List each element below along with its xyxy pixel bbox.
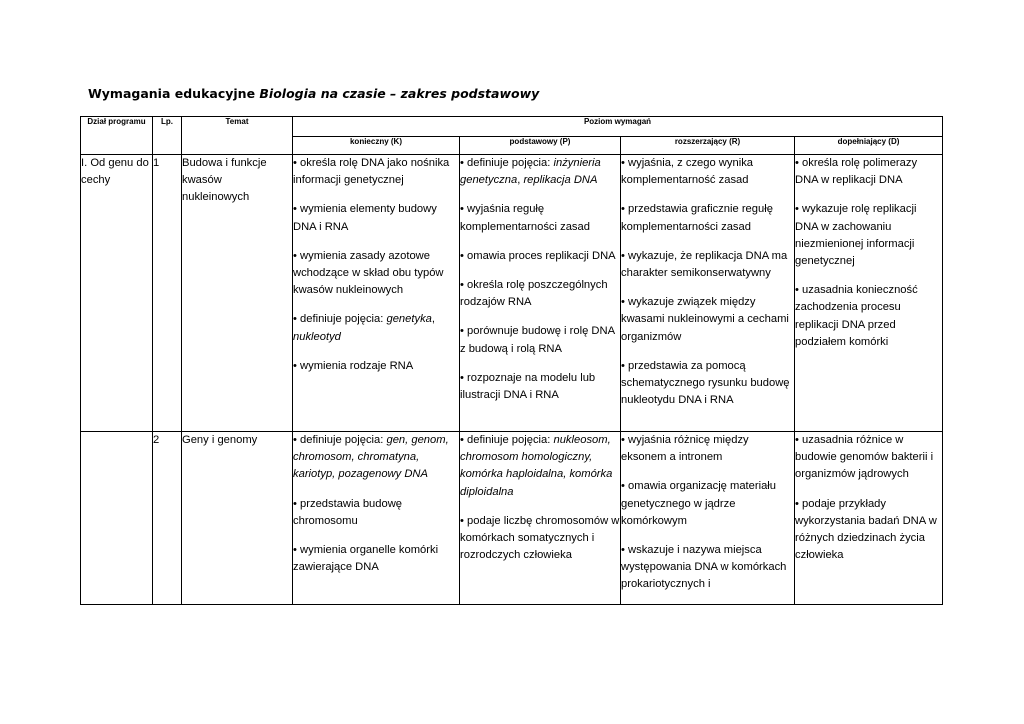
requirement-text: • określa rolę polimerazy DNA w replikacji DNA [795,157,918,187]
requirement-item [293,496,459,530]
header-lp: Lp. [153,117,182,155]
requirement-item [795,155,942,189]
cell-temat: Budowa i funkcje kwasów nukleinowych [182,155,293,432]
requirement-text: nukleosom, chromosom homologiczny, komórka haploidalna, komórka diploidalna [460,434,613,498]
requirement-text: • porównuje budowę i rolę DNA z budową i rolą RNA [460,325,615,355]
header-level-p: podstawowy (P) [460,137,621,155]
cell-podstawowy [460,155,621,432]
requirement-item [795,282,942,351]
requirement-text: replikacja DNA [523,174,598,187]
requirement-text: • przedstawia budowę chromosomu [293,497,403,527]
requirement-text: • rozpoznaje na modelu lub ilustracji DNA i RNA [460,371,596,402]
requirement-item [621,248,794,282]
cell-konieczny [293,432,460,605]
header-temat: Temat [182,117,293,155]
cell-rozszerzajacy [621,432,795,605]
requirement-text: • wykazuje, że replikacja DNA ma charakter semikonserwatywny [621,249,788,280]
requirement-text: • wykazuje związek między kwasami nukleinowymi a cechami organizmów [621,296,789,343]
requirement-text: • przedstawia graficznie regułę komplementarności zasad [621,203,773,233]
requirement-item [621,155,794,189]
requirement-text: • wymienia organelle komórki zawierające DNA [293,544,439,574]
requirement-text: , [431,313,435,326]
cell-dopelniajacy [795,155,943,432]
requirement-item [293,542,459,576]
requirement-item [621,478,794,530]
requirement-item [621,294,794,346]
requirement-text: , [517,174,524,187]
requirement-text: • wykazuje rolę replikacji DNA w zachowaniu niezmienionej informacji genetycznej [795,203,917,268]
cell-rozszerzajacy [621,155,795,432]
requirement-item [293,311,459,345]
requirement-text: nukleotyd [293,330,341,343]
cell-dzial: I. Od genu do cechy [81,155,153,432]
cell-podstawowy [460,432,621,605]
requirement-text: • określa rolę poszczególnych rodzajów RNA [460,279,608,309]
header-row-1 [81,117,943,137]
requirement-item [293,155,459,189]
title-italic: Biologia na czasie – zakres podstawowy [259,86,540,101]
requirement-text: • wyjaśnia, z czego wynika komplementarność zasad [621,157,754,187]
requirement-item [460,201,620,235]
requirement-text: • definiuje pojęcia: [293,434,387,446]
cell-dopelniajacy [795,432,943,605]
requirement-text: • wymienia rodzaje RNA [293,359,414,372]
requirement-text: • definiuje pojęcia: [460,434,554,446]
requirement-item [460,323,620,357]
requirement-text: genetyka [386,313,432,326]
requirement-text: • przedstawia za pomocą schematycznego rysunku budowę nukleotydu DNA i RNA [621,359,790,407]
requirement-item [460,155,620,189]
requirement-item [621,201,794,235]
requirement-item [460,432,620,501]
requirement-item [460,277,620,311]
requirement-text: • podaje przykłady wykorzystania badań DNA w różnych dziedzinach życia człowieka [795,497,937,562]
requirement-text: gen, genom, chromosom, chromatyna, kariotyp, pozagenowy DNA [293,434,449,481]
requirement-text: • omawia organizację materiału genetycznego w jądrze komórkowym [621,480,777,527]
requirement-item [621,358,794,410]
cell-lp: 1 [153,155,182,432]
header-poziom: Poziom wymagań [293,117,943,137]
requirement-item [293,432,459,484]
requirement-text: • uzasadnia konieczność zachodzenia procesu replikacji DNA przed podziałem komórki [795,284,918,348]
requirement-text: • wyjaśnia regułę komplementarności zasad [460,203,590,233]
requirement-item [621,432,794,466]
requirement-item [460,513,620,565]
table-row [81,432,943,605]
requirement-text: • definiuje pojęcia: [460,157,554,169]
requirement-item [460,370,620,404]
requirement-text: • definiuje pojęcia: [293,313,387,326]
header-level-k: konieczny (K) [293,137,460,155]
requirement-text: • wyjaśnia różnicę między eksonem a intronem [621,434,749,464]
requirement-item [460,248,620,265]
title-prefix: Wymagania edukacyjne [88,86,260,101]
requirement-text: inżynieria genetyczna [460,157,601,187]
requirement-text: • wskazuje i nazywa miejsca występowania DNA w komórkach prokariotycznych i [621,544,787,591]
requirements-table [80,116,943,605]
header-dzial: Dział programu [81,117,153,155]
requirement-item [795,496,942,565]
cell-dzial [81,432,153,605]
requirement-item [795,432,942,484]
requirement-item [293,201,459,235]
cell-konieczny [293,155,460,432]
cell-temat: Geny i genomy [182,432,293,605]
requirement-text: • wymienia zasady azotowe wchodzące w skład obu typów kwasów nukleinowych [293,249,444,297]
header-level-d: dopełniający (D) [795,137,943,155]
requirement-text: • uzasadnia różnice w budowie genomów bakterii i organizmów jądrowych [795,434,934,481]
requirement-item [293,248,459,300]
header-level-r: rozszerzający (R) [621,137,795,155]
table-row [81,155,943,432]
requirement-text: • podaje liczbę chromosomów w komórkach somatycznych i rozrodczych człowieka [460,514,620,562]
requirement-item [621,542,794,594]
requirement-text: • wymienia elementy budowy DNA i RNA [293,203,437,233]
cell-lp: 2 [153,432,182,605]
requirement-item [795,201,942,270]
requirement-item [293,358,459,375]
requirement-text: • omawia proces replikacji DNA [460,249,616,262]
document-title [88,86,539,101]
requirement-text: • określa rolę DNA jako nośnika informacji genetycznej [293,157,450,187]
